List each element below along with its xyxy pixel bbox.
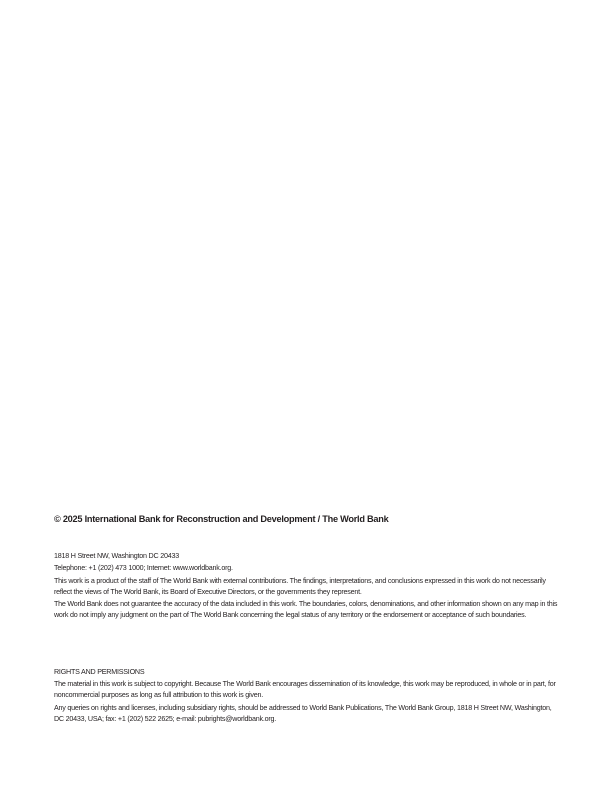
rights-queries-paragraph: Any queries on rights and licenses, including subsidiary rights, should be addressed to World Bank Publications, The World Bank Group, 1818 H Street NW, Washington, DC 20433, USA; fax: +1 (202) 522 2625; e-mail: pubrights@worldbank.org. [54, 703, 552, 723]
disclaimer-accuracy-paragraph: The World Bank does not guarantee the accuracy of the data included in this work. The boundaries, colors, denominations, and other information shown on any map in this work do not imply any judgment on the part of The World Bank concerning the legal status of any territory or the endorsement or acceptance of such boundaries. [54, 600, 558, 620]
contact-line: Telephone: +1 (202) 473 1000; Internet: www.worldbank.org. [54, 564, 233, 573]
copyright-section [54, 514, 564, 524]
address-line: 1818 H Street NW, Washington DC 20433 [54, 552, 179, 560]
rights-material-paragraph: The material in this work is subject to copyright. Because The World Bank encourages dissemination of its knowledge, this work may be reproduced, in whole or in part, for noncommercial purposes as long as full attribution to this work is given. [54, 680, 556, 700]
copyright-line: © 2025 International Bank for Reconstruction and Development / The World Bank [54, 514, 389, 524]
disclaimer-product-paragraph: This work is a product of the staff of The World Bank with external contributions. The findings, interpretations, and conclusions expressed in this work do not necessarily reflect the views of The World Bank, its Board of Executive Directors, or the governments they represent. [54, 576, 546, 596]
rights-heading: RIGHTS AND PERMISSIONS [54, 668, 145, 676]
rights-section [54, 667, 562, 726]
publisher-info-section [54, 551, 562, 622]
